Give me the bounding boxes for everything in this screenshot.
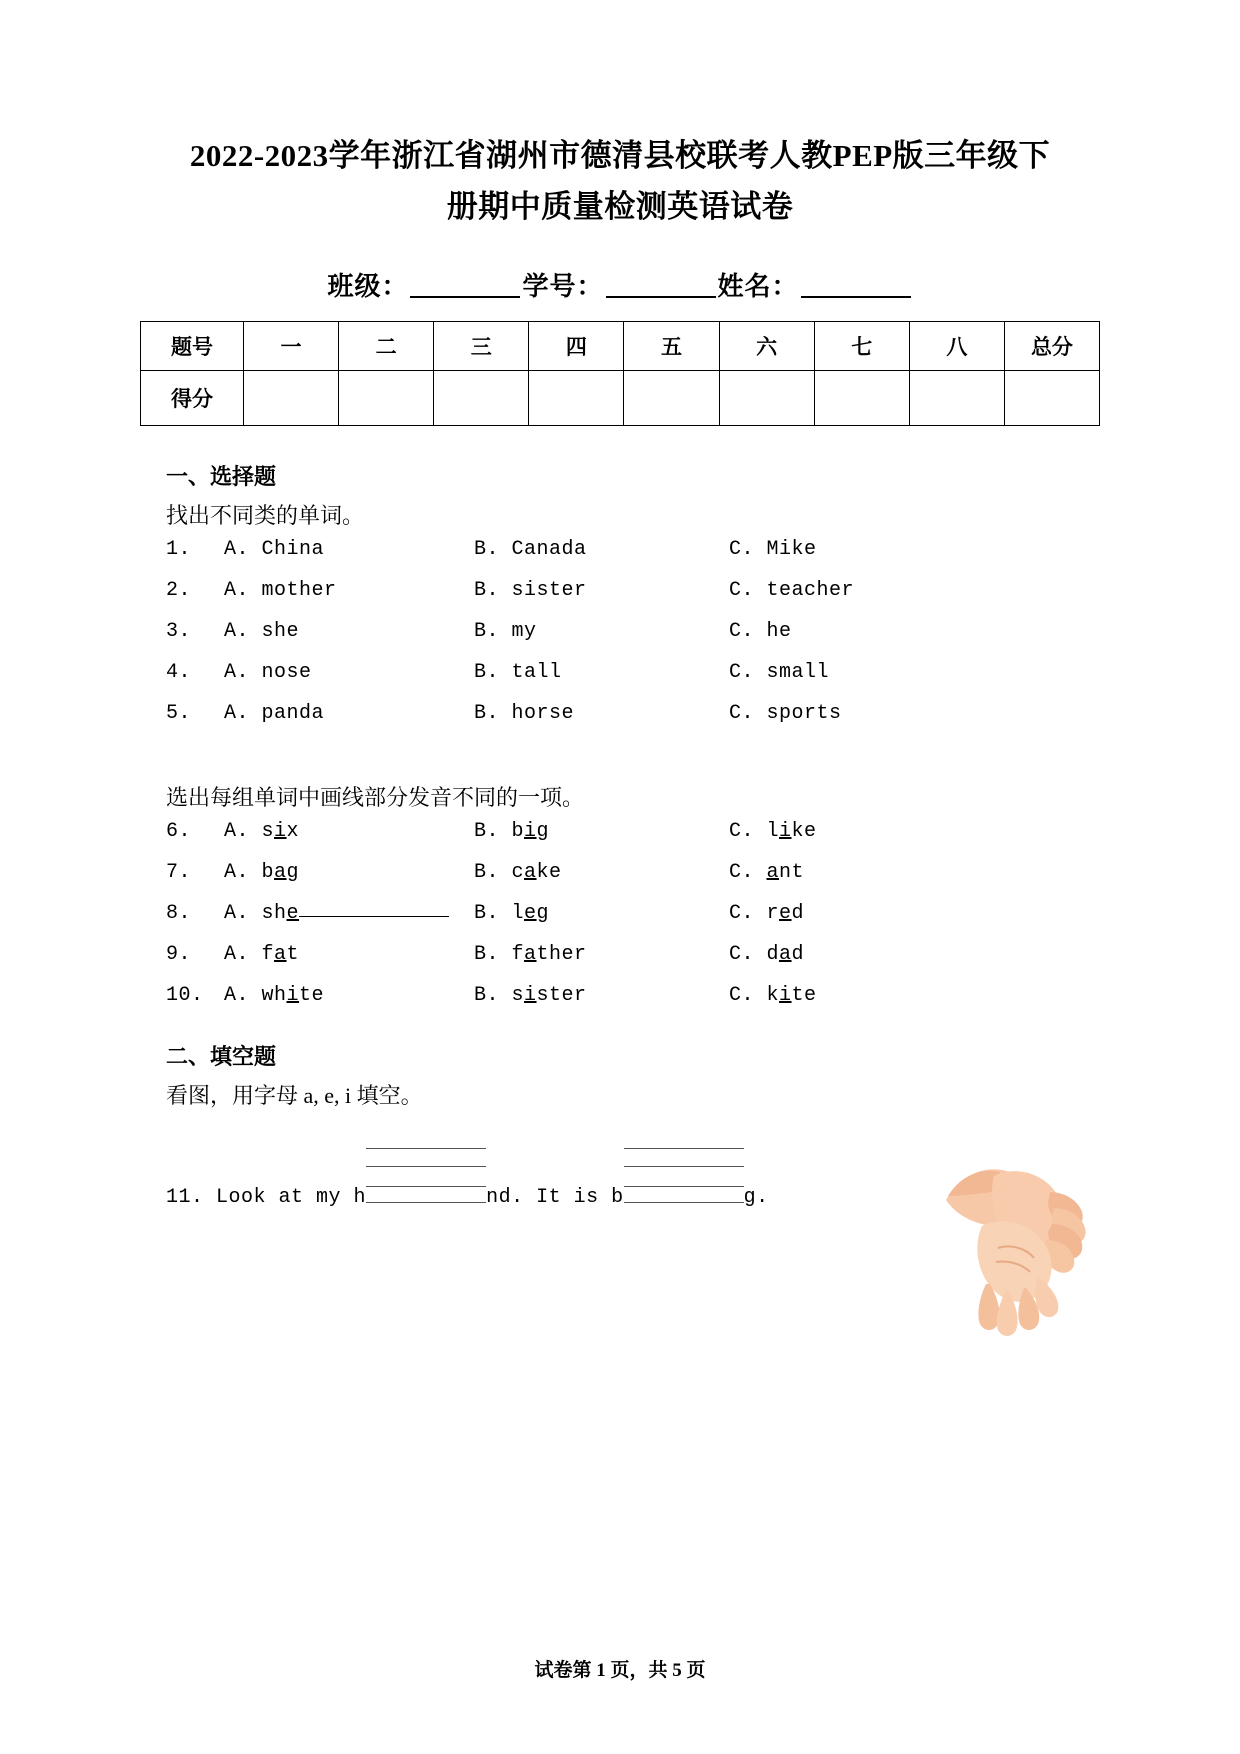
option-b-underlined: a [524, 861, 537, 885]
question-row[interactable] [166, 863, 1112, 883]
option-b[interactable] [474, 986, 729, 1006]
option-c[interactable] [729, 904, 969, 924]
student-info-line [128, 266, 1112, 303]
name-blank[interactable] [801, 296, 911, 298]
question-row[interactable] [166, 986, 1112, 1006]
option-b-post: g [536, 820, 550, 844]
option-a[interactable]: A. mother [224, 579, 337, 603]
option-b-underlined: a [524, 943, 537, 967]
option-c-pre: C. [729, 861, 767, 885]
option-b[interactable]: B. horse [474, 702, 575, 726]
score-cell-2[interactable] [339, 371, 434, 426]
question-row[interactable] [166, 945, 1112, 965]
question-number: 2. [166, 579, 192, 603]
option-c-post: d [791, 943, 805, 967]
option-c[interactable]: C. sports [729, 702, 842, 726]
option-c-underlined: i [779, 984, 792, 1008]
option-c-pre: C. d [729, 943, 780, 967]
option-b[interactable] [474, 904, 729, 924]
option-c[interactable] [729, 986, 969, 1006]
class-blank[interactable] [410, 296, 520, 298]
name-label: 姓名： [717, 272, 799, 302]
question-number: 5. [166, 702, 192, 726]
option-c-pre: C. k [729, 984, 780, 1008]
question-list-1 [128, 540, 1112, 724]
option-c[interactable]: C. small [729, 661, 830, 685]
option-a[interactable]: A. China [224, 538, 325, 562]
option-b-underlined: i [524, 820, 537, 844]
question-row[interactable] [166, 622, 1112, 642]
option-a-post: t [286, 943, 300, 967]
option-b[interactable] [474, 822, 729, 842]
question-number: 11. [166, 1186, 204, 1210]
option-a[interactable]: A. panda [224, 702, 325, 726]
spacer [128, 745, 1112, 773]
hand-illustration-image [928, 1148, 1118, 1338]
option-c[interactable] [729, 863, 969, 883]
score-table-col-5: 五 [624, 322, 719, 371]
question-row[interactable] [166, 822, 1112, 842]
option-b[interactable]: B. tall [474, 661, 562, 685]
score-table-col-1: 一 [244, 322, 339, 371]
option-a-underlined: i [274, 820, 287, 844]
option-a[interactable] [224, 822, 474, 842]
option-a-pre: A. s [224, 820, 275, 844]
option-c-underlined: e [779, 902, 792, 926]
option-b[interactable] [474, 945, 729, 965]
option-b-underlined: i [524, 984, 537, 1008]
fill-text-part-2: nd. It is b [486, 1186, 624, 1210]
question-number: 6. [166, 820, 192, 844]
question-number: 7. [166, 861, 192, 885]
option-a[interactable]: A. she [224, 620, 300, 644]
page-footer: 试卷第 1 页，共 5 页 [534, 1660, 706, 1681]
option-b-pre: B. l [474, 902, 525, 926]
question-number: 3. [166, 620, 192, 644]
id-blank[interactable] [606, 296, 716, 298]
table-row-header [141, 322, 1100, 371]
option-c-pre: C. r [729, 902, 780, 926]
question-row[interactable] [166, 663, 1112, 683]
section-instruction-3: 看图，用字母 a, e, i 填空。 [166, 1083, 423, 1109]
option-a-underlined: i [286, 984, 300, 1008]
option-b[interactable]: B. sister [474, 579, 587, 603]
section-heading-1: 一、选择题 [166, 464, 277, 490]
option-a-pre: A. f [224, 943, 275, 967]
section-heading-2: 二、填空题 [166, 1044, 277, 1070]
option-c[interactable]: C. teacher [729, 579, 855, 603]
option-c[interactable] [729, 822, 969, 842]
answer-blank-line[interactable] [299, 916, 449, 917]
question-number: 4. [166, 661, 192, 685]
option-b-post: ke [536, 861, 562, 885]
option-c-underlined: a [779, 943, 792, 967]
table-row-score [141, 371, 1100, 426]
option-b-pre: B. f [474, 943, 525, 967]
question-list-2 [128, 822, 1112, 1006]
score-table-row-label-2: 得分 [141, 371, 244, 426]
question-row[interactable] [166, 581, 1112, 601]
option-c-post: d [791, 902, 805, 926]
option-c[interactable]: C. he [729, 620, 792, 644]
option-c-post: nt [779, 861, 805, 885]
option-a-post: g [286, 861, 300, 885]
option-b-post: g [536, 902, 550, 926]
score-cell-4[interactable] [529, 371, 624, 426]
option-b-pre: B. c [474, 861, 525, 885]
option-c-post: te [791, 984, 817, 1008]
id-label: 学号： [522, 272, 604, 302]
option-b-underlined: e [524, 902, 537, 926]
title-line-2: 册期中质量检测英语试卷 [446, 189, 794, 225]
score-table [140, 321, 1100, 426]
option-a-pre: A. b [224, 861, 275, 885]
option-a[interactable]: A. nose [224, 661, 312, 685]
score-cell-8[interactable] [909, 371, 1004, 426]
question-number: 9. [166, 943, 192, 967]
option-b[interactable]: B. Canada [474, 538, 587, 562]
option-a-underlined: a [274, 861, 287, 885]
question-number: 10. [166, 984, 204, 1008]
option-a-post: te [299, 984, 325, 1008]
option-a-pre: A. sh [224, 902, 287, 926]
score-table-col-3: 三 [434, 322, 529, 371]
score-table-col-4: 四 [529, 322, 624, 371]
option-a[interactable] [224, 986, 474, 1006]
option-a-underlined: e [286, 902, 300, 926]
option-b-pre: B. s [474, 984, 525, 1008]
score-cell-1[interactable] [244, 371, 339, 426]
score-cell-3[interactable] [434, 371, 529, 426]
option-b-pre: B. b [474, 820, 525, 844]
option-c-post: ke [791, 820, 817, 844]
question-number: 1. [166, 538, 192, 562]
score-cell-6[interactable] [719, 371, 814, 426]
option-c[interactable]: C. Mike [729, 538, 817, 562]
option-a[interactable] [224, 863, 474, 883]
option-b[interactable]: B. my [474, 620, 537, 644]
option-c-underlined: a [766, 861, 780, 885]
class-label: 班级： [327, 272, 409, 302]
section-instruction-1: 找出不同类的单词。 [166, 503, 365, 529]
score-table-col-7: 七 [814, 322, 909, 371]
question-row[interactable] [166, 904, 1112, 924]
option-a-post: x [286, 820, 300, 844]
fill-text-part-1: Look at my h [216, 1186, 367, 1210]
fill-text-part-3: g. [743, 1186, 769, 1210]
question-number: 8. [166, 902, 192, 926]
option-b-post: ther [536, 943, 587, 967]
option-a-underlined: a [274, 943, 287, 967]
option-c[interactable] [729, 945, 969, 965]
option-a[interactable] [224, 945, 474, 965]
title-line-1: 2022-2023学年浙江省湖州市德清县校联考人教PEP版三年级下 [189, 138, 1051, 173]
answer-writing-lines-1[interactable] [366, 1184, 486, 1204]
score-cell-7[interactable] [814, 371, 909, 426]
option-b[interactable] [474, 863, 729, 883]
option-c-pre: C. l [729, 820, 780, 844]
page-content [128, 130, 1112, 1209]
score-table-col-8: 八 [909, 322, 1004, 371]
page-title [128, 130, 1112, 232]
score-cell-5[interactable] [624, 371, 719, 426]
answer-writing-lines-2[interactable] [624, 1184, 744, 1204]
option-a-pre: A. wh [224, 984, 287, 1008]
score-table-row-label-1: 题号 [141, 322, 244, 371]
section-instruction-2: 选出每组单词中画线部分发音不同的一项。 [166, 785, 585, 811]
option-b-post: ster [536, 984, 587, 1008]
score-table-col-total: 总分 [1004, 322, 1099, 371]
option-a[interactable] [224, 904, 474, 924]
question-row[interactable] [166, 704, 1112, 724]
option-c-underlined: i [779, 820, 792, 844]
question-row[interactable] [166, 540, 1112, 560]
score-table-col-2: 二 [339, 322, 434, 371]
score-table-col-6: 六 [719, 322, 814, 371]
score-cell-total[interactable] [1004, 371, 1099, 426]
